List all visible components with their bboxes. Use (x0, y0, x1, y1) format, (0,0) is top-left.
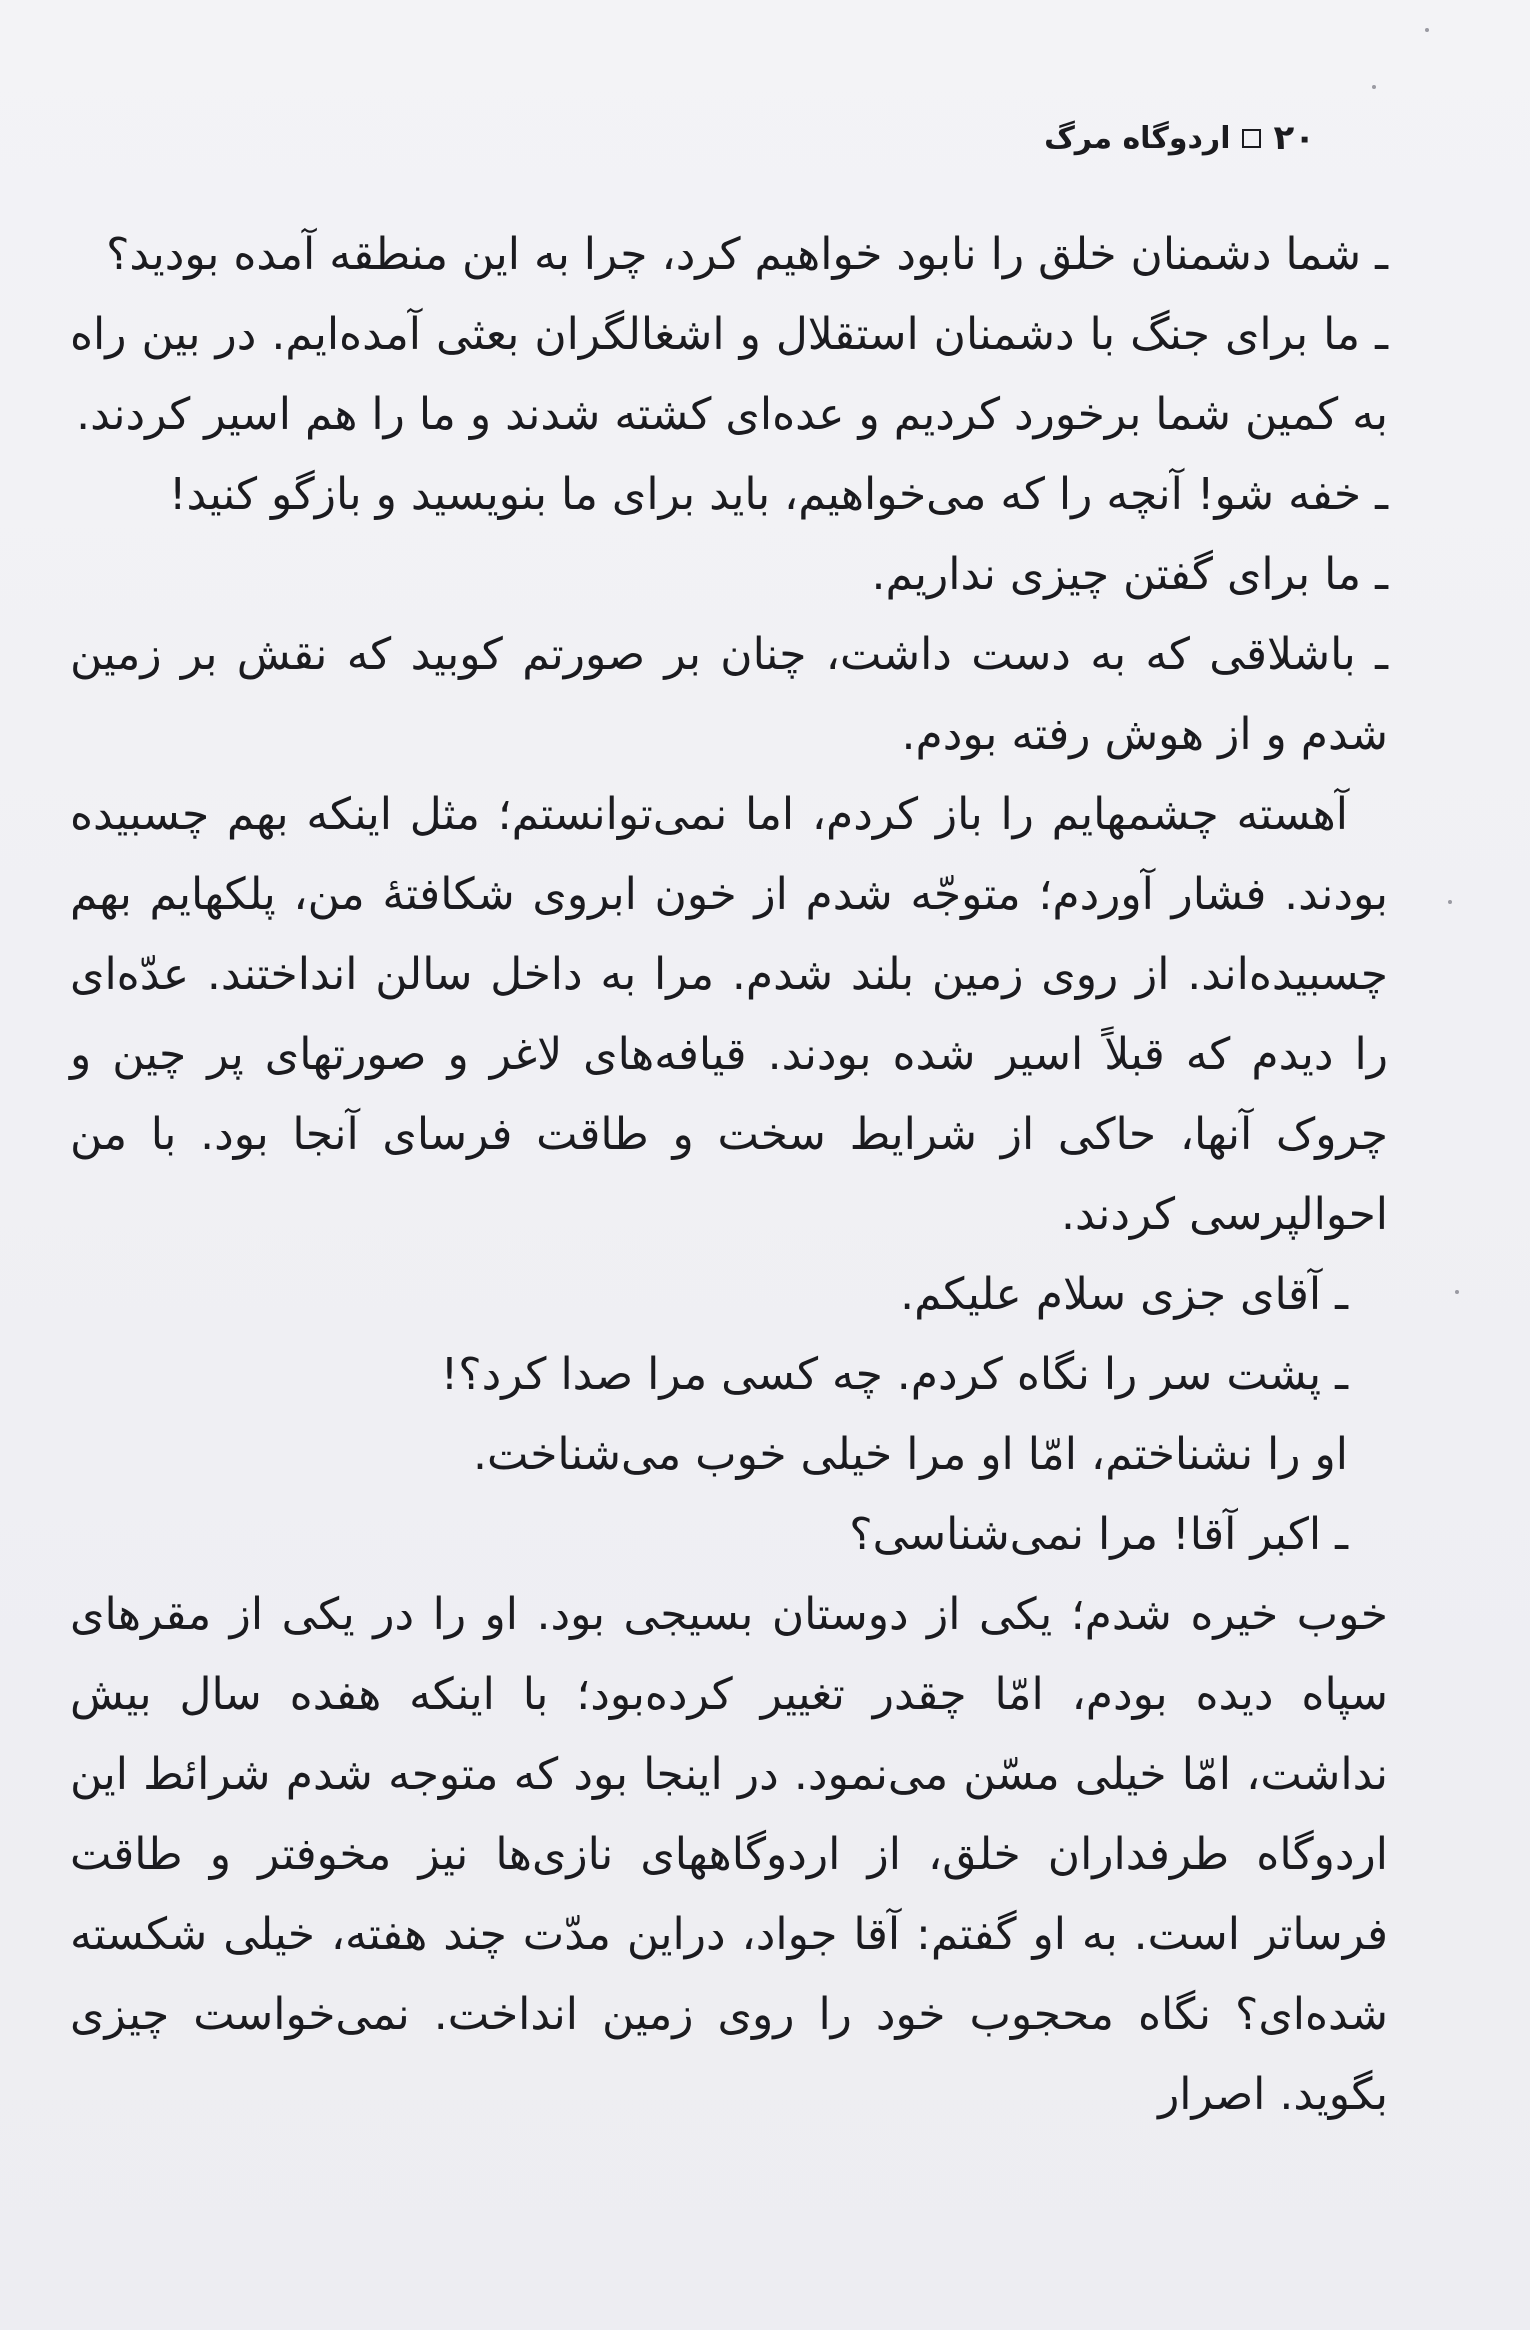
paragraph: ـ آقای جزی سلام علیکم. (900, 1269, 1348, 1320)
paragraph: ـ ما برای گفتن چیزی نداریم. (871, 549, 1388, 600)
paragraph: ـ باشلاقی که به دست داشت، چنان بر صورتم کوبید که نقش بر زمین شدم و از هوش رفته بودم. (70, 629, 1388, 760)
paragraph: آهسته چشمهایم را باز کردم، اما نمی‌توانستم؛ مثل اینکه بهم چسبیده بودند. فشار آوردم؛ متوجّه شدم از خون ابروی شکافتهٔ من، پلکهایم بهم چسبیده‌اند. از روی زمین بلند شدم. مرا به داخل سالن انداختند. عدّه‌ای را دیدم که قبلاً اسیر شده بودند. قیافه‌های لاغر و صورتهای پر چین و چروک آنها، حاکی از شرایط سخت و طاقت فرسای آنجا بود. با من احوالپرسی کردند. (70, 789, 1388, 1240)
running-header (1044, 118, 1315, 158)
paragraph: ـ خفه شو! آنچه را که می‌خواهیم، باید برای ما بنویسید و بازگو کنید! (168, 469, 1388, 520)
paragraph: ـ پشت سر را نگاه کردم. چه کسی مرا صدا کرد؟! (440, 1349, 1348, 1400)
header-square-ornament (1242, 129, 1261, 148)
page-number: ۲۰ (1273, 118, 1315, 158)
paragraph: ـ اکبر آقا! مرا نمی‌شناسی؟ (849, 1509, 1348, 1560)
paragraph: خوب خیره شدم؛ یکی از دوستان بسیجی بود. او را در یکی از مقرهای سپاه دیده بودم، امّا چقدر تغییر کرده‌بود؛ با اینکه هفده سال بیش نداشت، امّا خیلی مسّن می‌نمود. در اینجا بود که متوجه شدم شرائط این اردوگاه طرفداران خلق، از اردوگاههای نازی‌ها نیز مخوفتر و طاقت فرساتر است. به او گفتم: آقا جواد، دراین مدّت چند هفته، خیلی شکسته شده‌ای؟ نگاه محجوب خود را روی زمین انداخت. نمی‌خواست چیزی بگوید. اصرار (70, 1589, 1388, 2120)
paragraph: ـ شما دشمنان خلق را نابود خواهیم کرد، چرا به این منطقه آمده بودید؟ (106, 229, 1388, 280)
paragraph: او را نشناختم، امّا او مرا خیلی خوب می‌شناخت. (473, 1429, 1348, 1480)
paragraph: ـ ما برای جنگ با دشمنان استقلال و اشغالگران بعثی آمده‌ایم. در بین راه به کمین شما برخورد کردیم و عده‌ای کشته شدند و ما را هم اسیر کردند. (70, 309, 1388, 440)
book-title: اردوگاه مرگ (1044, 120, 1231, 156)
body-text (70, 215, 1388, 2135)
